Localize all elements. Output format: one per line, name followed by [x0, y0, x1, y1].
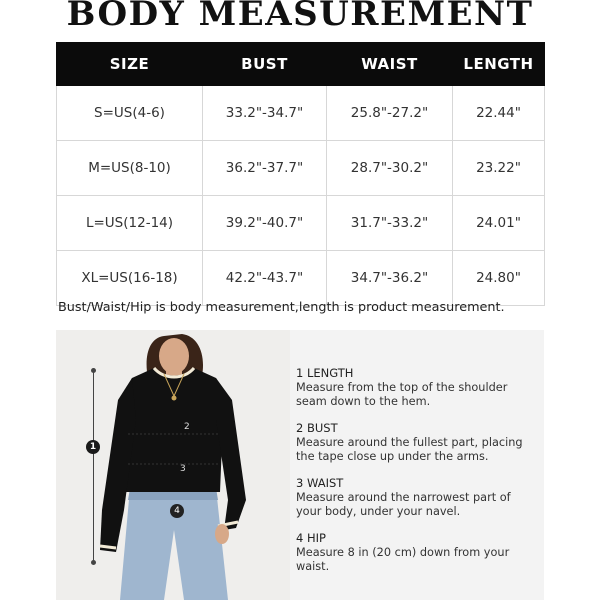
table-row	[57, 141, 545, 196]
pendant-shape	[172, 396, 177, 401]
left-cuff-trim	[100, 546, 116, 548]
size-cell: S=US(4-6)	[57, 86, 203, 141]
waist-cell: 25.8"-27.2"	[327, 86, 453, 141]
bust-cell: 42.2"-43.7"	[203, 251, 327, 306]
length-cell: 24.80"	[453, 251, 545, 306]
guide-heading: 3 WAIST	[296, 476, 344, 490]
size-chart-table	[56, 42, 545, 306]
guide-text: Measure around the narrowest part of	[296, 490, 511, 504]
header-bust: BUST	[203, 43, 327, 86]
waist-cell: 34.7"-36.2"	[327, 251, 453, 306]
waist-cell: 31.7"-33.2"	[327, 196, 453, 251]
marker-4-badge: 4	[170, 504, 184, 518]
guide-text: Measure from the top of the shoulder	[296, 380, 508, 394]
page-title: BODY MEASUREMENT	[66, 0, 534, 34]
guide-heading: 4 HIP	[296, 531, 326, 545]
length-cell: 23.22"	[453, 141, 545, 196]
guide-heading: 2 BUST	[296, 421, 338, 435]
model-photo	[56, 330, 290, 600]
bust-cell: 39.2"-40.7"	[203, 196, 327, 251]
measure-guide-panel	[290, 330, 544, 600]
marker-2-label: 2	[184, 422, 190, 432]
face-shape	[159, 338, 189, 374]
length-bottom-dot	[91, 560, 96, 565]
size-cell: L=US(12-14)	[57, 196, 203, 251]
top-shape	[124, 368, 224, 492]
length-guide-line	[93, 370, 94, 562]
guide-text: Measure 8 in (20 cm) down from your waist.	[296, 545, 510, 573]
guide-text: Measure around the fullest part, placing	[296, 435, 523, 449]
length-top-dot	[91, 368, 96, 373]
header-length: LENGTH	[453, 43, 545, 86]
guide-text: the tape close up under the arms.	[296, 450, 489, 463]
table-header-row	[57, 43, 545, 86]
table-row	[57, 251, 545, 306]
bust-cell: 33.2"-34.7"	[203, 86, 327, 141]
length-cell: 22.44"	[453, 86, 545, 141]
guide-item-hip	[296, 531, 544, 575]
table-row	[57, 86, 545, 141]
hand-shape	[215, 524, 229, 544]
header-waist: WAIST	[327, 43, 453, 86]
measurement-note: Bust/Waist/Hip is body measurement,length is product measurement.	[58, 300, 505, 315]
guide-item-length	[296, 366, 507, 410]
marker-1-badge: 1	[86, 440, 100, 454]
size-cell: XL=US(16-18)	[57, 251, 203, 306]
header-size: SIZE	[57, 43, 203, 86]
size-cell: M=US(8-10)	[57, 141, 203, 196]
length-cell: 24.01"	[453, 196, 545, 251]
waist-cell: 28.7"-30.2"	[327, 141, 453, 196]
table-row	[57, 196, 545, 251]
marker-3-label: 3	[180, 464, 186, 474]
guide-item-waist	[296, 476, 511, 520]
guide-text: your body, under your navel.	[296, 505, 461, 518]
guide-text: seam down to the hem.	[296, 395, 431, 408]
guide-item-bust	[296, 421, 523, 465]
guide-heading: 1 LENGTH	[296, 366, 354, 380]
bust-cell: 36.2"-37.7"	[203, 141, 327, 196]
